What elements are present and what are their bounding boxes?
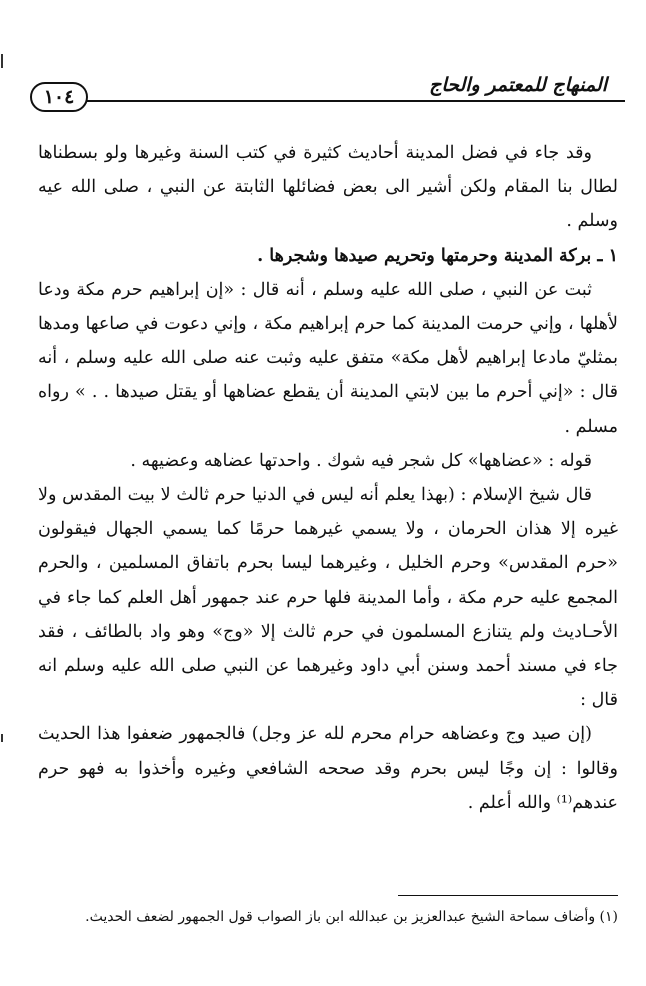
book-title: المنهاج للمعتمر والحاج: [421, 74, 615, 96]
footnote: (١) وأضاف سماحة الشيخ عبدالعزيز بن عبدالله ابن باز الصواب قول الجمهور لضعف الحديث.: [85, 909, 618, 925]
page-number: ١٠٤: [30, 82, 88, 112]
paragraph-shaykh-quote: قال شيخ الإسلام : (بهذا يعلم أنه ليس في الدنيا حرم ثالث لا بيت المقدس ولا غيره إلا هذان الحرمان ، ولا يسمي غيرهما حرمًا كما يسمي الجهال فيقولون «حرم المقدس» وحرم الخليل ، وغيرهما ليسا بحرم باتفاق المسلمين ، والحرم المجمع عليه حرم مكة ، وأما المدينة فلها حرم عند جمهور أهل العلم كما جاء في الأحـاديث ولم يتنازع المسلمون في حرم ثالث إلا «وج» وهو واد بالطائف ، فقد جاء في مسند أحمد وسنن أبي داود وغيرهما عن النبي صلى الله عليه وسلم انه قال :: [38, 485, 618, 711]
footnote-rule: [398, 895, 618, 896]
paragraph-wajj-hadith: (إن صيد وج وعضاهه حرام محرم لله عز وجل) فالجمهور ضعفوا هذا الحديث وقالوا : إن وجًا ليس بحرم وقد صححه الشافعي وغيره وأخذوا به فهو حرم عندهم⁽¹⁾ والله أعلم .: [38, 724, 618, 813]
paragraph-definition: قوله : «عضاهها» كل شجر فيه شوك . واحدتها عضاهه وعضيهه .: [130, 450, 592, 471]
page-header: [30, 74, 625, 114]
section-heading: ١ ـ بركة المدينة وحرمتها وتحريم صيدها وشجرها .: [257, 245, 618, 266]
header-rule: [60, 100, 625, 102]
paragraph-intro: وقد جاء في فضل المدينة أحاديث كثيرة في كتب السنة وغيرها ولو بسطناها لطال بنا المقام ولكن أشير الى بعض فضائلها الثابتة عن النبي ، صلى الله عيه وسلم .: [38, 143, 618, 232]
scan-margin-mark: [1, 54, 3, 68]
page-body: [38, 136, 618, 820]
scan-margin-mark: [1, 734, 3, 742]
paragraph-hadith: ثبت عن النبي ، صلى الله عليه وسلم ، أنه قال : «إن إبراهيم حرم مكة ودعا لأهلها ، وإني حرمت المدينة كما حرم إبراهيم مكة ، وإني دعوت في صاعها ومدها بمثليّ مادعا إبراهيم لأهل مكة» متفق عليه وثبت عنه صلى الله عليه وسلم ، أنه قال : «إني أحرم ما بين لابتي المدينة أن يقطع عضاهها أو يقتل صيدها . . » رواه مسلم .: [38, 279, 618, 437]
